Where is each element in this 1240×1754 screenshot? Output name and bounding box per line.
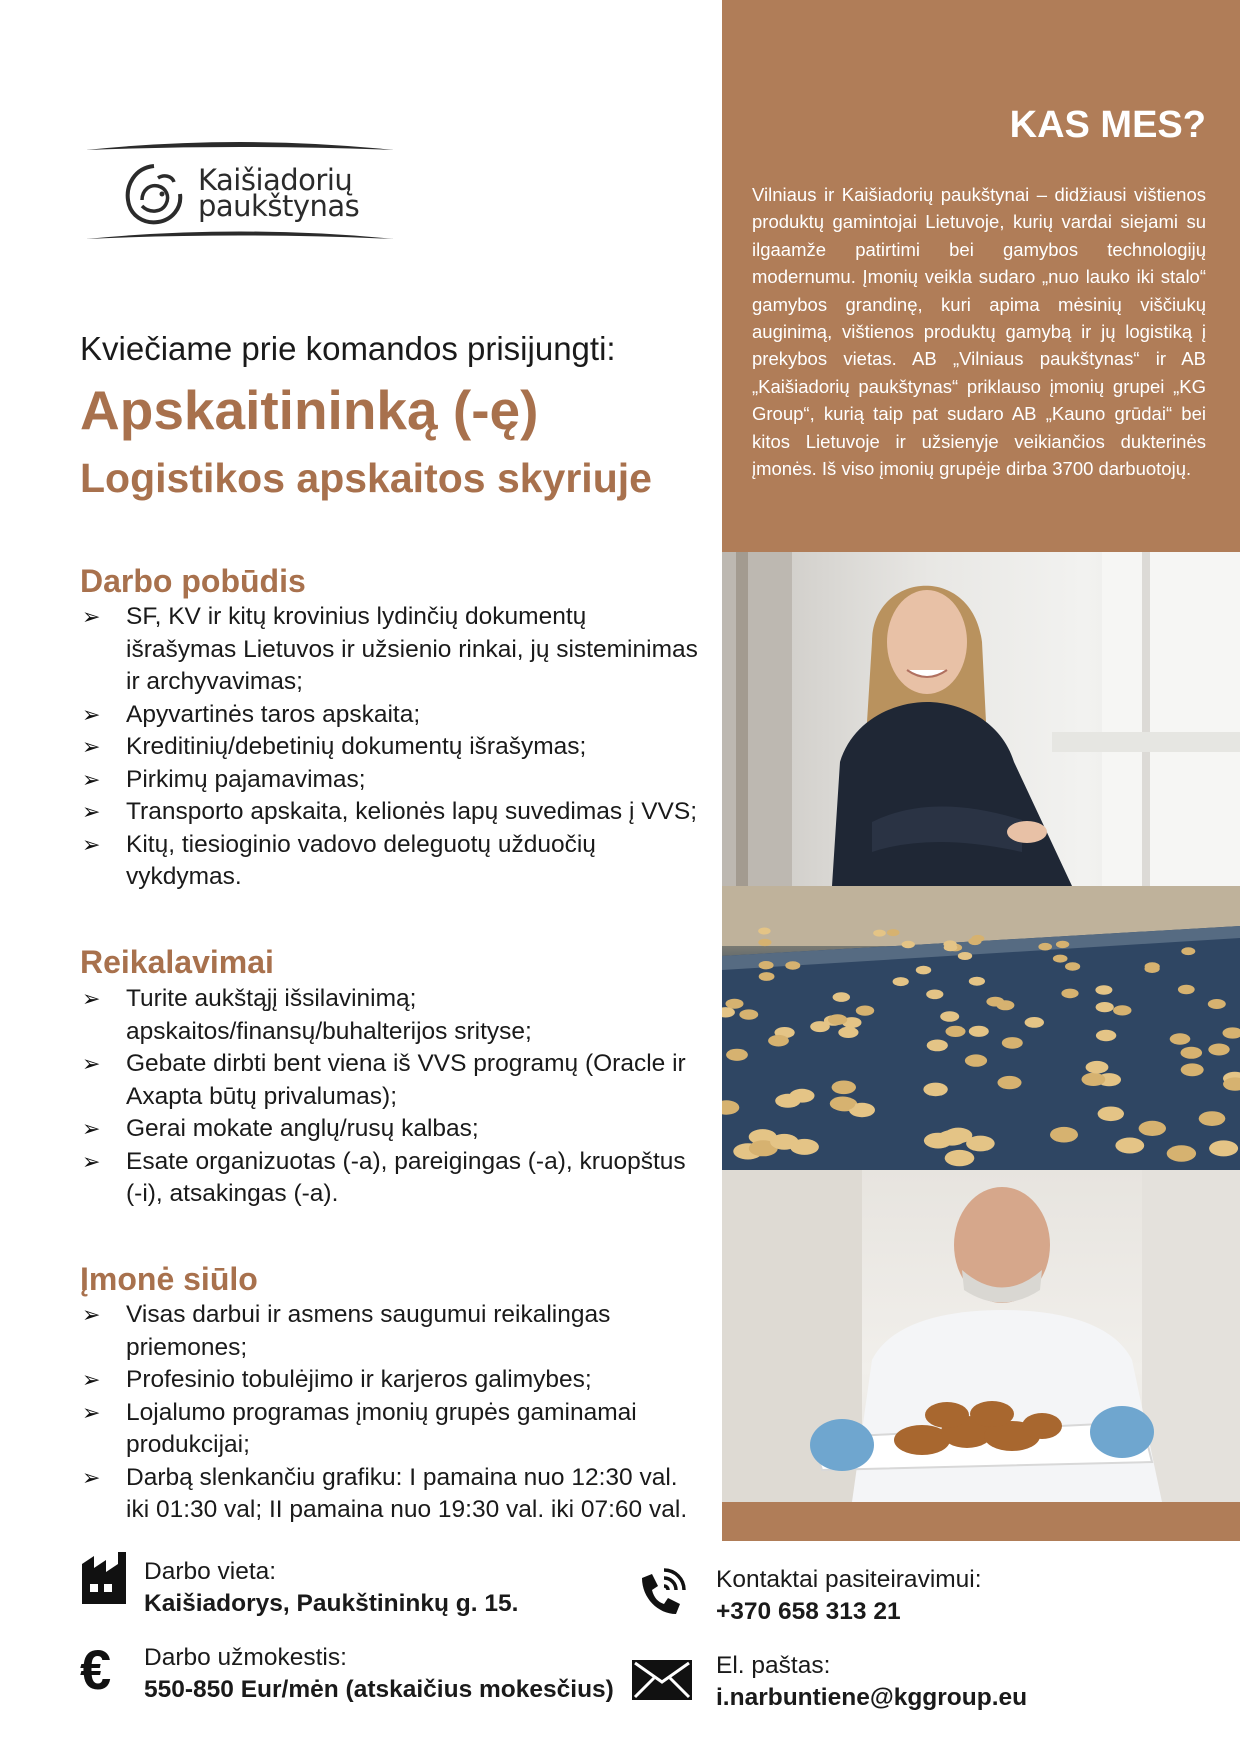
nugget-shape [1178,985,1195,994]
list-item [80,1364,700,1397]
nugget-shape [924,1133,952,1149]
list-item-text: Turite aukštąjį išsilavinimą; apskaitos/finansų/buhalterijos srityse; [126,985,532,1045]
nugget-shape [790,1139,819,1155]
duties-heading: Darbo pobūdis [80,563,306,599]
nugget-shape [916,966,931,975]
nugget-shape [1096,1030,1116,1041]
list-item-text: Kitų, tiesioginio vadovo deleguotų užduočių vykdymas. [126,830,596,890]
nugget-shape [1145,965,1160,973]
nugget-shape [965,1054,987,1066]
logo-text-line1: Kaišiadorių [198,163,353,197]
list-item-text: SF, KV ir kitų krovinius lydinčių dokumentų išrašymas Lietuvos ir užsienio rinkai, jų sisteminimas ir archyvavimas; [126,603,698,695]
nugget-shape [1050,1127,1078,1143]
nugget-shape [1115,1138,1144,1154]
nugget-shape [775,1094,800,1108]
nugget-shape [1139,1121,1166,1136]
list-item [80,983,700,1048]
list-item [80,699,700,732]
list-item-text: Profesinio tobulėjimo ir karjeros galimybes; [126,1366,592,1393]
list-item-text: Visas darbui ir asmens saugumui reikalingas priemones; [126,1301,611,1361]
nugget-shape [726,1049,748,1061]
nugget-shape [969,1026,989,1037]
list-item [80,1397,700,1462]
photo-employee-woman [722,552,1240,886]
list-item-text: Pirkimų pajamavimas; [126,765,366,793]
about-panel [722,0,1240,552]
nugget-shape [927,1040,948,1052]
arrow-bullet-icon: ➢ [82,1302,101,1327]
nugget-shape [1181,1063,1204,1076]
nugget-shape [966,1136,995,1152]
list-item [80,1048,700,1113]
company-logo [80,140,400,250]
nugget-shape [830,1097,856,1111]
nugget-shape [838,1027,858,1038]
nugget-shape [1098,1107,1124,1122]
nugget-shape [759,961,774,969]
nugget-shape [1170,1033,1191,1044]
nugget-shape [887,929,900,936]
nugget-shape [1061,989,1078,999]
arrow-bullet-icon: ➢ [82,1464,101,1490]
arrow-bullet-icon: ➢ [82,799,101,824]
email-link[interactable]: i.narbuntiene@kggroup.eu [716,1684,1028,1711]
arrow-bullet-icon: ➢ [82,766,101,792]
nugget-shape [902,941,915,948]
arrow-bullet-icon: ➢ [82,701,101,727]
nugget-shape [1199,1111,1226,1126]
arrow-bullet-icon: ➢ [82,1367,101,1392]
duties-list [80,601,700,894]
arrow-bullet-icon: ➢ [82,986,101,1011]
nugget-shape [828,1014,847,1025]
workplace-label: Darbo vieta: [144,1558,277,1585]
nugget-shape [1086,1061,1109,1074]
nugget-shape [758,928,770,935]
nugget-shape [832,1081,856,1095]
list-item-text: Gebate dirbti bent viena iš VVS programų (Oracle ir Axapta būtų privalumas); [126,1050,686,1110]
job-subtitle: Logistikos apskaitos skyriuje [80,455,652,501]
phone-icon [632,1566,688,1622]
nugget-shape [1002,1037,1023,1049]
nugget-shape [1095,985,1112,994]
nugget-shape [923,1083,947,1097]
nugget-shape [893,977,909,986]
nugget-shape [986,997,1004,1007]
list-item [80,764,700,797]
arrow-bullet-icon: ➢ [82,1399,101,1425]
list-item-text: Esate organizuotas (-a), pareigingas (-a), kruopštus (-i), atsakingas (-a). [126,1147,686,1207]
list-item-text: Apyvartinės taros apskaita; [126,700,421,728]
list-item [80,1299,700,1364]
nugget-shape [958,952,972,960]
photo-production-line [722,886,1240,1170]
list-item [80,796,700,829]
nugget-shape [833,992,850,1002]
nugget-shape [946,1026,966,1037]
arrow-bullet-icon: ➢ [82,1148,101,1174]
nugget-shape [1167,1145,1196,1161]
nugget-shape [1065,962,1080,970]
nugget-shape [759,972,775,981]
arrow-bullet-icon: ➢ [82,831,101,857]
nugget-shape [940,1011,959,1022]
nugget-shape [1038,943,1052,951]
list-item-text: Transporto apskaita, kelionės lapų suvedimas į VVS; [126,798,698,825]
logo-text-line2: paukštynas [198,189,360,223]
nugget-shape [1096,1002,1114,1012]
list-item-text: Darbą slenkančiu grafiku: I pamaina nuo 12:30 val. iki 01:30 val; II pamaina nuo 19:30 val. iki 07:60 val. [126,1463,688,1523]
nugget-shape [1025,1017,1044,1028]
contact-phone[interactable]: +370 658 313 21 [716,1598,901,1625]
envelope-icon [632,1660,692,1700]
arrow-bullet-icon: ➢ [82,604,101,629]
invite-line: Kviečiame prie komandos prisijungti: [80,330,616,367]
nugget-shape [785,961,800,969]
about-text: Vilniaus ir Kaišiadorių paukštynai – didžiausi vištienos produktų gamintojai Lietuvoje, kurių vardai siejami su ilgaamže patirtimi bei gamybos technologijų modernumu. Įmonių veikla sudaro „nuo lauko iki stalo“ gamybos grandinę, kuri apima mėsinių viščiukų auginimą, vištienos produktų gamybą ir jų logistiką į prekybos vietas. AB „Vilniaus paukštynas“ ir AB „Kaišiadorių paukštynas“ priklauso įmonių grupei „KG Group“, kurią taip pat sudaro AB „Kauno grūdai“ bei kitos Lietuvoje ir užsienyje veikiančios dukterinės įmonės. Iš viso įmonių grupėje dirba 3700 darbuotojų. [752,184,1206,480]
panel-footer-strip [722,1502,1240,1541]
list-item [80,829,700,894]
nugget-shape [968,938,981,945]
workplace-value: Kaišiadorys, Paukštininkų g. 15. [144,1590,519,1617]
list-item [80,601,700,699]
nugget-shape [1181,947,1195,955]
about-heading: KAS MES? [1009,104,1206,146]
nugget-shape [1113,1005,1131,1015]
nugget-shape [998,1076,1022,1089]
nugget-shape [1208,999,1226,1009]
euro-icon: € [80,1638,112,1701]
job-title: Apskaitininką (-ę) [80,379,539,441]
nugget-shape [1209,1140,1238,1156]
list-item [80,1146,700,1211]
list-item-text: Kreditinių/debetinių dokumentų išrašymas; [126,733,587,760]
nugget-shape [1082,1073,1106,1086]
requirements-list [80,983,700,1211]
nugget-shape [768,1035,789,1047]
list-item-text: Lojalumo programas įmonių grupės gaminamai produkcijai; [126,1398,637,1458]
list-item-text: Gerai mokate anglų/rusų kalbas; [126,1115,479,1142]
nugget-shape [1208,1044,1229,1056]
nugget-shape [1181,1047,1203,1059]
nugget-shape [969,977,985,986]
nugget-shape [856,1006,874,1016]
nugget-shape [926,990,943,1000]
arrow-bullet-icon: ➢ [82,1051,101,1076]
nugget-shape [945,1150,975,1166]
contact-label: Kontaktai pasiteiravimui: [716,1566,982,1593]
offer-list [80,1299,700,1527]
list-item [80,1113,700,1146]
nugget-shape [873,930,886,937]
offer-heading: Įmonė siūlo [80,1261,258,1297]
nugget-shape [1056,941,1069,948]
list-item [80,1462,700,1527]
nugget-shape [1053,955,1068,963]
email-label: El. paštas: [716,1652,831,1679]
salary-label: Darbo užmokestis: [144,1644,347,1671]
nugget-shape [758,939,771,946]
chick-in-egg-icon [120,160,190,230]
nugget-shape [943,940,956,947]
requirements-heading: Reikalavimai [80,944,274,980]
factory-icon [80,1548,128,1604]
salary-value: 550-850 Eur/mėn (atskaičius mokesčius) [144,1676,614,1703]
arrow-bullet-icon: ➢ [82,734,101,759]
photo-employee-man [722,1170,1240,1502]
nugget-shape [726,999,744,1009]
arrow-bullet-icon: ➢ [82,1116,101,1141]
nugget-shape [739,1009,758,1019]
list-item [80,731,700,764]
